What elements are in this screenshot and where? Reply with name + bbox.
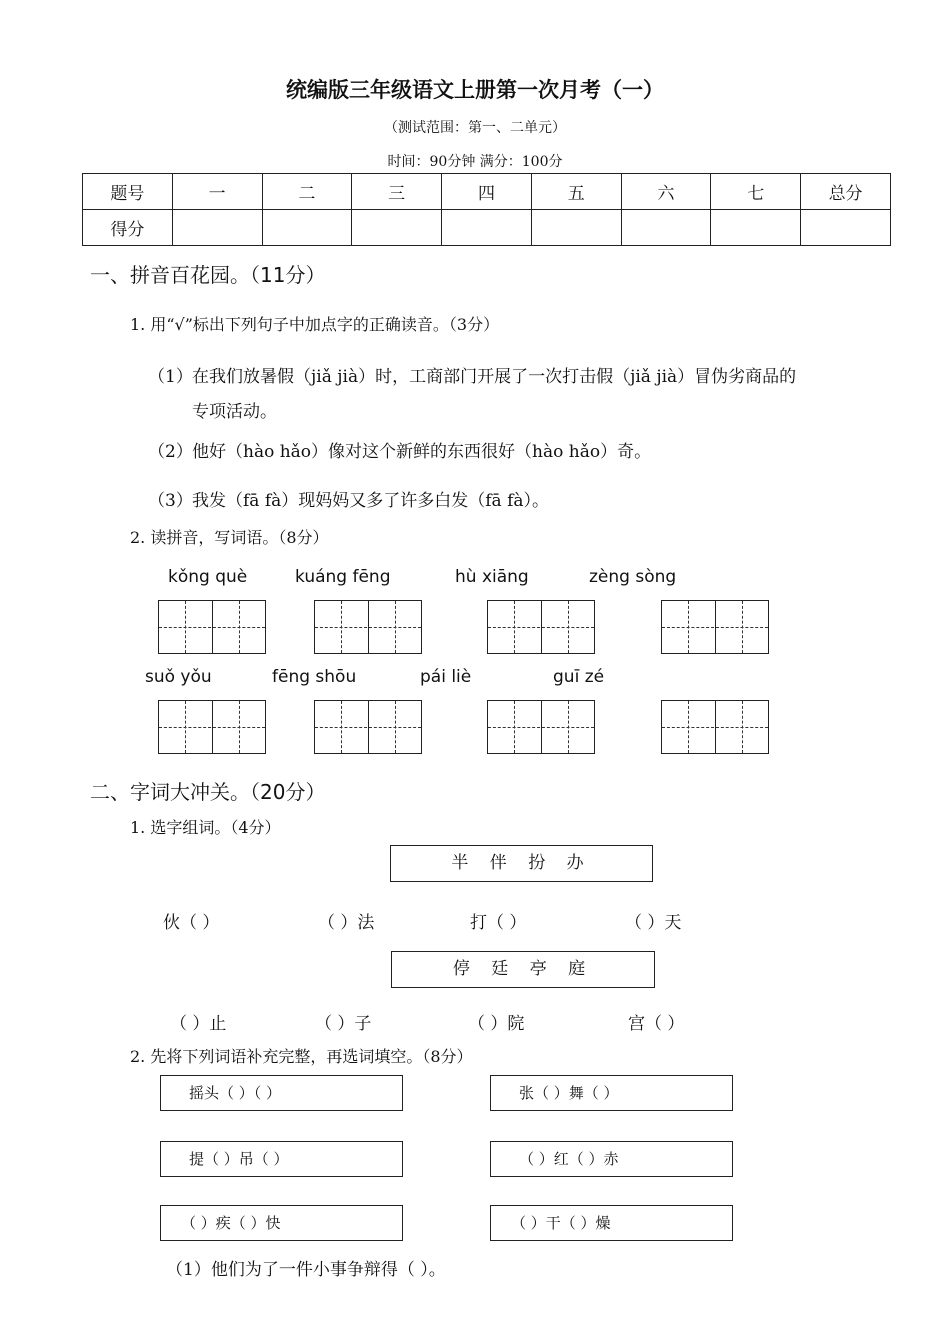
- pinyin-label: guī zé: [553, 667, 605, 687]
- section2-q1-prompt: 1. 选字组词。（4分）: [130, 818, 281, 837]
- item-number: （2）: [148, 442, 193, 462]
- section1-heading: 一、拼音百花园。（11分）: [90, 263, 326, 287]
- score-table-header-row: [83, 174, 891, 210]
- score-cell: 六: [621, 174, 711, 210]
- idiom-box[interactable]: （ ）干（ ）燥: [490, 1205, 733, 1241]
- score-cell: 得分: [83, 210, 173, 246]
- idiom-box[interactable]: （ ）疾（ ）快: [160, 1205, 403, 1241]
- writing-grid[interactable]: [661, 700, 769, 754]
- pinyin-label: kǒng què: [168, 567, 248, 587]
- score-input-cell[interactable]: [352, 210, 442, 246]
- pinyin-label: fēng shōu: [272, 667, 357, 687]
- section2-heading: 二、字词大冲关。（20分）: [90, 780, 326, 804]
- writing-grid[interactable]: [487, 700, 595, 754]
- pinyin-label: hù xiāng: [455, 567, 529, 587]
- score-cell: 一: [172, 174, 262, 210]
- fill-blank[interactable]: （ ）止: [170, 1014, 227, 1034]
- pinyin-label: kuáng fēng: [295, 567, 391, 587]
- pinyin-label: suǒ yǒu: [145, 667, 212, 687]
- score-cell: 七: [711, 174, 801, 210]
- fill-blank[interactable]: （ ）天: [625, 913, 682, 933]
- item-number: （1）: [148, 367, 193, 387]
- fill-sentence[interactable]: （1）他们为了一件小事争辩得（ ）。: [166, 1260, 446, 1280]
- idiom-box[interactable]: （ ）红（ ）赤: [490, 1141, 733, 1177]
- idiom-box[interactable]: 摇头（ ）（ ）: [160, 1075, 403, 1111]
- page-title: 统编版三年级语文上册第一次月考（一）: [286, 78, 664, 102]
- writing-grid[interactable]: [661, 600, 769, 654]
- writing-grid[interactable]: [158, 700, 266, 754]
- writing-grid[interactable]: [487, 600, 595, 654]
- score-cell: 五: [531, 174, 621, 210]
- time-info: 时间：90分钟 满分：100分: [387, 154, 563, 170]
- score-input-cell[interactable]: [262, 210, 352, 246]
- section2-q2-prompt: 2. 先将下列词语补充完整，再选词填空。（8分）: [130, 1047, 473, 1066]
- section1-q1-prompt: 1. 用“√”标出下列句子中加点字的正确读音。（3分）: [130, 315, 500, 334]
- score-input-cell[interactable]: [801, 210, 891, 246]
- item-text: 我发（fā fà）现妈妈又多了许多白发（fā fà）。: [192, 491, 550, 511]
- item-text-continued: 专项活动。: [192, 402, 277, 422]
- score-input-cell[interactable]: [711, 210, 801, 246]
- score-cell: 题号: [83, 174, 173, 210]
- fill-blank[interactable]: 宫（ ）: [628, 1014, 685, 1034]
- score-table-score-row: [83, 210, 891, 246]
- fill-blank[interactable]: 伙（ ）: [163, 913, 220, 933]
- character-choice-box: 停 廷 亭 庭: [391, 951, 655, 988]
- score-table: [82, 173, 891, 246]
- score-input-cell[interactable]: [442, 210, 532, 246]
- writing-grid[interactable]: [158, 600, 266, 654]
- writing-grid[interactable]: [314, 700, 422, 754]
- fill-blank[interactable]: （ ）院: [468, 1014, 525, 1034]
- score-cell: 四: [442, 174, 532, 210]
- item-text: 他好（hào hǎo）像对这个新鲜的东西很好（hào hǎo）奇。: [192, 442, 652, 462]
- score-cell: 二: [262, 174, 352, 210]
- fill-blank[interactable]: （ ）法: [318, 913, 375, 933]
- writing-grid[interactable]: [314, 600, 422, 654]
- idiom-box[interactable]: 张（ ）舞（ ）: [490, 1075, 733, 1111]
- fill-blank[interactable]: 打（ ）: [470, 913, 527, 933]
- score-input-cell[interactable]: [172, 210, 262, 246]
- item-number: （3）: [148, 491, 193, 511]
- score-input-cell[interactable]: [621, 210, 711, 246]
- character-choice-box: 半 伴 扮 办: [390, 845, 653, 882]
- pinyin-label: zèng sòng: [589, 567, 677, 587]
- test-scope: （测试范围：第一、二单元）: [384, 120, 566, 136]
- section1-q2-prompt: 2. 读拼音，写词语。（8分）: [130, 528, 329, 547]
- idiom-box[interactable]: 提（ ）吊（ ）: [160, 1141, 403, 1177]
- score-cell: 三: [352, 174, 442, 210]
- pinyin-label: pái liè: [420, 667, 472, 687]
- item-text: 在我们放暑假（jiǎ jià）时，工商部门开展了一次打击假（jiǎ jià）冒伪劣商品的: [192, 367, 797, 387]
- fill-blank[interactable]: （ ）子: [315, 1014, 372, 1034]
- score-input-cell[interactable]: [531, 210, 621, 246]
- score-cell: 总分: [801, 174, 891, 210]
